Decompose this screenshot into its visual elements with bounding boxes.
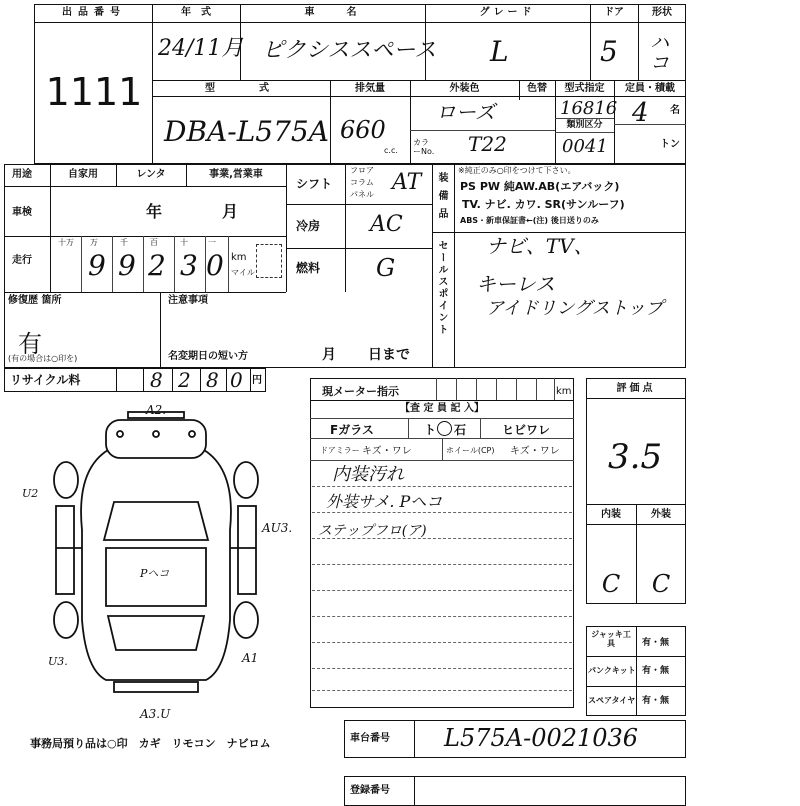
interior-value: C (601, 570, 621, 598)
remark-2: 外装サメ. Pヘコ (326, 492, 443, 511)
shape-label: 形状 (652, 7, 672, 18)
wheel-front-left (54, 462, 78, 498)
sales-points-label: セールスポイント (436, 240, 447, 336)
shift-label: シフト (296, 177, 333, 191)
remark-1: 内装汚れ (332, 464, 404, 485)
repair-note: (有の場合は○印を) (8, 354, 78, 363)
sales-point-2: キーレス (476, 272, 555, 296)
car-hood (106, 420, 206, 458)
repair-label: 修復歴 箇所 (8, 295, 62, 306)
mileage-mile-box (256, 244, 282, 278)
exterior-color-label: 外装色 (449, 83, 480, 94)
accessory-repair-kit-value: 有・無 (642, 666, 670, 676)
chassis-value: L575A-0021036 (444, 724, 639, 752)
diagram-mark-lower-right: A1 (242, 651, 259, 665)
mileage-unit-1: 一 (208, 238, 216, 247)
mileage-unit-1k: 千 (120, 238, 128, 247)
wheel-rear-left (54, 602, 78, 638)
displacement-label: 排気量 (355, 83, 385, 94)
car-name-label: 車 名 (304, 7, 361, 18)
mileage-mile-label: マイル (231, 268, 255, 277)
capacity-label: 定員・積載 (625, 83, 675, 94)
chassis-label: 車台番号 (350, 733, 390, 744)
car-name-value: ピクシススペース (262, 38, 437, 63)
type-spec-value: 16816 (560, 98, 618, 119)
category-label: 類別区分 (566, 120, 603, 130)
car-body (81, 450, 231, 680)
equipment-line3: ABS・新車保証書←(注) 後日送りのみ (460, 216, 599, 225)
capacity-value: 4 (632, 98, 649, 128)
capacity-unit-persons: 名 (670, 105, 680, 116)
accessory-jack-label: ジャッキ工具 (591, 630, 631, 649)
mileage-digit-1: 0 (206, 249, 224, 282)
diagram-mark-right: AU3. (262, 521, 293, 535)
original-color-label: 色替 (527, 83, 547, 94)
lot-number: 1111 (45, 70, 143, 114)
glass-option-circle (437, 421, 452, 436)
inspection-year-unit: 年 (146, 202, 163, 221)
office-note: 事務局預り品は○印 カギ リモコン ナビロム (30, 737, 271, 750)
recycle-label: リサイクル料 (10, 373, 81, 387)
inspection-month-unit: 月 (222, 202, 239, 221)
wheel-rear-right (234, 602, 258, 638)
rating-score: 3.5 (608, 437, 663, 477)
inspection-label: 車検 (12, 207, 32, 218)
capacity-unit-tons: トン (660, 139, 680, 150)
equipment-line1: PS PW 純AW.AB(エアバック) (460, 180, 620, 193)
equipment-line2: TV. ナビ. カワ. SR(サンルーフ) (462, 198, 625, 211)
wheel-label: ホイール(CP) (446, 446, 495, 455)
ac-value: AC (370, 212, 403, 237)
car-rear-bumper (114, 682, 198, 692)
registration-box (344, 776, 686, 806)
rating-label: 評価点 (616, 383, 656, 394)
wheel-options: キズ・ワレ (510, 446, 560, 457)
shape-value: ハコ (646, 32, 670, 72)
diagram-mark-top: A2. (146, 403, 167, 417)
glass-option-1: ト (424, 423, 437, 437)
mileage-unit-10: 十 (180, 238, 188, 247)
mileage-label: 走行 (12, 255, 32, 266)
registration-label: 登録番号 (350, 785, 390, 796)
displacement-unit: c.c. (384, 146, 398, 155)
model-label: 型 式 (205, 83, 277, 94)
mileage-unit-10k: 万 (90, 238, 98, 247)
ac-label: 冷房 (296, 219, 321, 233)
exterior-label: 外装 (651, 509, 671, 520)
interior-label: 内装 (601, 509, 621, 520)
doors-value: 5 (600, 35, 618, 68)
lot-number-label: 出品番号 (62, 7, 126, 18)
category-value: 0041 (562, 136, 608, 157)
type-spec-label: 型式指定 (564, 83, 605, 94)
recycle-unit: 円 (252, 375, 262, 386)
mileage-digit-10k: 9 (88, 249, 106, 282)
name-change-month-unit: 月 (322, 347, 336, 363)
mileage-unit-100: 百 (150, 238, 158, 247)
mirror-label: ドアミラー (320, 446, 360, 455)
accessory-jack-value: 有・無 (642, 638, 670, 648)
shift-floor: フロア (350, 166, 374, 175)
displacement-value: 660 (340, 116, 386, 144)
notes-label: 注意事項 (168, 295, 208, 306)
mileage-km-label: km (231, 252, 247, 263)
car-diagram (36, 410, 276, 710)
usage-private: 自家用 (68, 169, 98, 180)
inspector-title: 【査 定 員 記 入】 (400, 403, 484, 414)
mileage-digit-1k: 9 (118, 249, 136, 282)
exterior-value: C (651, 570, 671, 598)
model-value: DBA-L575A (164, 115, 329, 148)
mirror-options: キズ・ワレ (362, 446, 412, 457)
diagram-mark-left: U2 (22, 487, 39, 500)
grade-label: グレード (479, 7, 536, 18)
recycle-digit-1: 8 (150, 368, 163, 392)
shift-column: コラム (350, 178, 374, 187)
mileage-digit-10: 3 (180, 249, 198, 282)
recycle-digit-2: 2 (178, 368, 191, 392)
glass-option-2: 石 (454, 423, 467, 437)
usage-label: 用途 (12, 169, 32, 180)
year-value: 24/11月 (158, 36, 244, 61)
glass-label: Fガラス (330, 423, 374, 437)
year-label: 年 式 (181, 7, 211, 18)
mileage-digit-100: 2 (148, 249, 166, 282)
usage-rental: レンタ (136, 169, 166, 180)
color-no-value: T22 (468, 132, 507, 156)
shift-panel: パネル (350, 190, 374, 199)
repair-value: 有 (18, 330, 42, 358)
recycle-digit-3: 8 (206, 368, 219, 392)
equipment-note: ※純正のみ○印をつけて下さい。 (458, 166, 576, 175)
meter-unit: km (556, 386, 572, 397)
name-change-label: 名変期日の短い方 (168, 351, 248, 362)
diagram-mark-bottom: A3.U (140, 707, 171, 721)
sales-point-1: ナビ、TV、 (486, 234, 594, 258)
fuel-label: 燃料 (296, 261, 321, 275)
diagram-mark-center: Pヘコ (140, 567, 170, 580)
mileage-unit-100k: 十万 (58, 238, 74, 247)
accessory-repair-kit-label: パンクキット (588, 666, 636, 675)
sales-point-3: アイドリングストップ (486, 298, 664, 319)
fuel-value: G (376, 254, 396, 282)
equipment-label: 装備品 (436, 172, 447, 226)
name-change-day-unit: 日まで (368, 347, 410, 363)
color-no-label: カラーNo. (413, 138, 435, 157)
usage-commercial: 事業,営業車 (209, 169, 263, 180)
glass-option-3: ヒビワレ (502, 423, 551, 437)
doors-label: ドア (604, 7, 624, 18)
accessory-spare-tire-value: 有・無 (642, 696, 670, 706)
shift-value: AT (392, 170, 422, 195)
accessory-spare-tire-label: スペアタイヤ (588, 696, 636, 705)
diagram-mark-lower-left: U3. (48, 655, 68, 668)
grade-value: L (490, 35, 509, 68)
remark-3: ステップフロ(ア) (318, 523, 427, 539)
recycle-digit-4: 0 (230, 368, 243, 392)
wheel-front-right (234, 462, 258, 498)
exterior-color-value: ローズ (436, 100, 495, 124)
meter-label: 現メーター指示 (322, 385, 399, 398)
